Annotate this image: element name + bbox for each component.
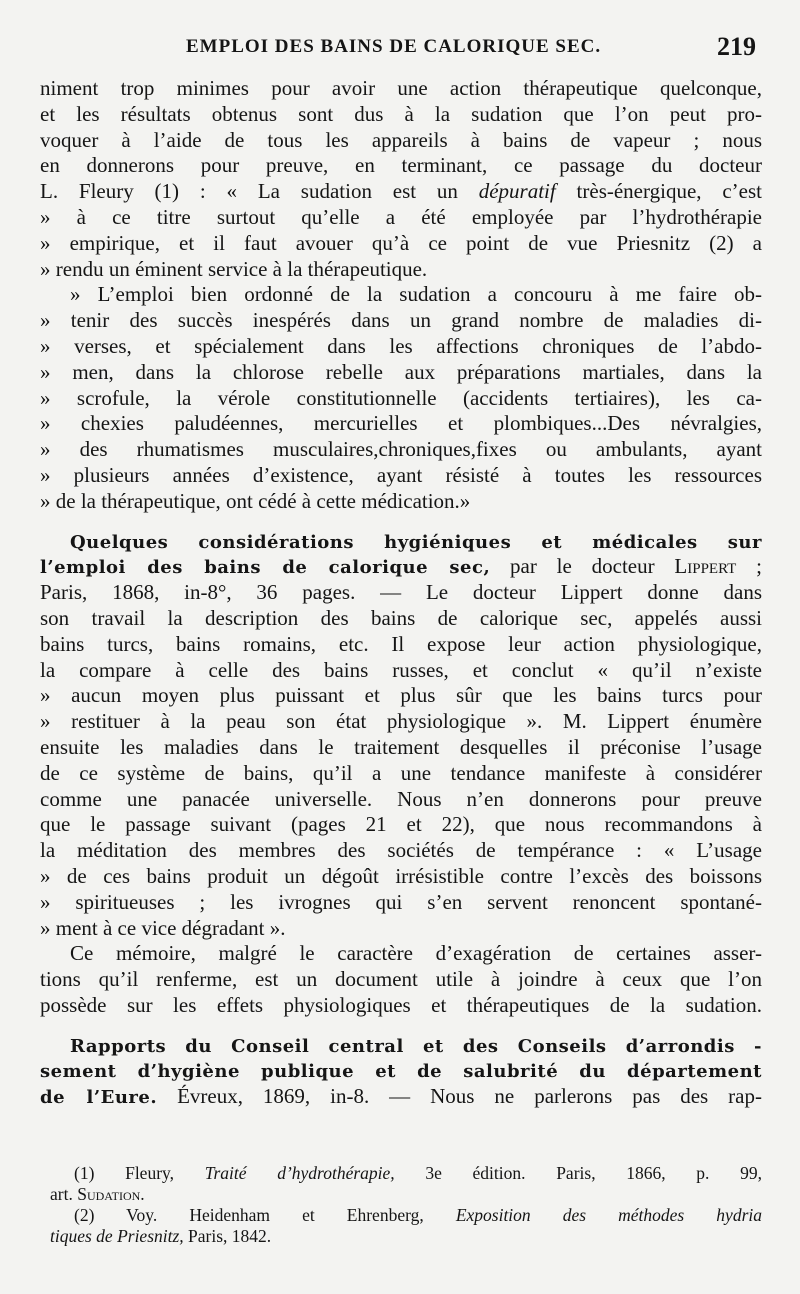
text-segment: ; — [736, 554, 762, 579]
text-line: ensuite les maladies dans le traitement desquelles il préconise l’usage — [40, 734, 762, 759]
section-heading — [40, 1058, 762, 1084]
text-line: » de ces bains produit un dégoût irrésistible contre l’excès des boissons — [40, 863, 762, 888]
text-line: bains turcs, bains romains, etc. Il expose leur action physiologique, — [40, 631, 762, 656]
text-line: la compare à celle des bains russes, et conclut « qu’il n’existe — [40, 657, 762, 682]
text-line: niment trop minimes pour avoir une action thérapeutique quelconque, — [40, 76, 762, 100]
section-gap — [40, 515, 762, 529]
text-line: » aucun moyen plus puissant et plus sûr que les bains turcs pour — [40, 683, 762, 708]
text-segment: Évreux, 1869, in-8. — Nous ne parlerons pas des rap- — [157, 1084, 762, 1109]
italic-term: dépuratif — [478, 179, 556, 204]
text-segment: très-énergique, c’est — [555, 179, 762, 204]
text-line: » rendu un éminent service à la thérapeutique. — [40, 256, 428, 281]
text-line: Paris, 1868, in-8°, 36 pages. — Le docteur Lippert donne dans — [40, 580, 762, 605]
heading-text: l’emploi des bains de calorique sec, — [40, 557, 491, 579]
text-line: et les résultats obtenus sont dus à la sudation que l’on peut pro- — [40, 101, 762, 126]
text-line: » spiritueuses ; les ivrognes qui s’en servent renoncent spontané- — [40, 889, 762, 914]
cited-title: tiques de Priesnitz, — [50, 1226, 184, 1246]
heading-text: de l’Eure. — [40, 1087, 158, 1109]
text-line: possède sur les effets physiologiques et thérapeutiques de la sudation. — [40, 992, 762, 1017]
footnote-2-cont — [50, 1226, 762, 1247]
text-line: son travail la description des bains de calorique sec, appelés aussi — [40, 605, 762, 630]
text-line: Ce mémoire, malgré le caractère d’exagération de certaines asser- — [70, 941, 762, 966]
text-line: de ce système de bains, qu’il a une tendance manifeste à considérer — [40, 760, 762, 785]
text-line — [40, 179, 762, 205]
text-segment: art. — [50, 1184, 78, 1204]
text-line — [40, 554, 762, 580]
text-line — [40, 1084, 762, 1110]
heading-text: Quelques considérations hygiéniques et médicales sur — [70, 531, 762, 553]
text-line: » L’emploi bien ordonné de la sudation a concouru à me faire ob- — [70, 282, 762, 307]
text-segment: (1) Fleury, — [74, 1163, 205, 1183]
text-line: la méditation des membres des sociétés de tempérance : « L’usage — [40, 838, 762, 863]
text-line: » des rhumatismes musculaires,chroniques,fixes ou ambulants, ayant — [40, 437, 762, 462]
text-line: voquer à l’aide de tous les appareils à bains de vapeur ; nous — [40, 127, 762, 152]
footnote-1-cont — [50, 1184, 762, 1205]
page-header — [0, 32, 800, 72]
running-title: EMPLOI DES BAINS DE CALORIQUE SEC. — [186, 36, 602, 57]
footnote-1 — [50, 1163, 762, 1184]
text-line: » plusieurs années d’existence, ayant résisté à toutes les ressources — [40, 462, 762, 487]
text-segment: (2) Voy. Heidenham et Ehrenberg, — [74, 1205, 456, 1225]
cited-title: Traité d’hydrothérapie, — [204, 1163, 395, 1183]
text-line: » verses, et spécialement dans les affections chroniques de l’abdo- — [40, 333, 762, 358]
text-line: en donnerons pour preuve, en terminant, ce passage du docteur — [40, 153, 762, 178]
text-line: » empirique, et il faut avouer qu’à ce point de vue Priesnitz (2) a — [40, 230, 762, 255]
text-segment: 3e édition. Paris, 1866, p. 99, — [394, 1163, 762, 1183]
text-segment: L. Fleury (1) : « La sudation est un — [40, 179, 479, 204]
text-line: » chexies paludéennes, mercurielles et plombiques...Des névralgies, — [40, 411, 762, 436]
heading-text: Rapports du Conseil central et des Conseils d’arrondis - — [70, 1035, 762, 1057]
text-line: comme une panacée universelle. Nous n’en donnerons pour preuve — [40, 786, 762, 811]
author-name: Lippert — [674, 554, 737, 579]
section-heading — [40, 1033, 762, 1059]
text-line: » ment à ce vice dégradant ». — [40, 915, 286, 940]
heading-text: sement d’hygiène publique et de salubrité du département — [40, 1061, 762, 1083]
text-line: » men, dans la chlorose rebelle aux préparations martiales, dans la — [40, 359, 762, 384]
text-line: » restituer à la peau son état physiologique ». M. Lippert énumère — [40, 709, 762, 734]
page-number: 219 — [717, 32, 756, 61]
text-line: » tenir des succès inespérés dans un grand nombre de maladies di- — [40, 308, 762, 333]
body-text — [40, 76, 762, 1110]
text-line: » scrofule, la vérole constitutionnelle (accidents tertiaires), les ca- — [40, 385, 762, 410]
text-line: » de la thérapeutique, ont cédé à cette médication.» — [40, 488, 471, 513]
text-line: que le passage suivant (pages 21 et 22), que nous recommandons à — [40, 812, 762, 837]
small-caps-term: Sudation. — [77, 1184, 145, 1204]
text-line: » à ce titre surtout qu’elle a été employée par l’hydrothérapie — [40, 204, 762, 229]
text-segment: par le docteur — [490, 554, 675, 579]
section-heading — [40, 529, 762, 555]
text-line: tions qu’il renferme, est un document utile à joindre à ceux que l’on — [40, 967, 762, 992]
text-segment: Paris, 1842. — [183, 1226, 272, 1246]
cited-title: Exposition des méthodes hydria — [455, 1205, 762, 1225]
section-gap — [40, 1019, 762, 1033]
footnote-2 — [50, 1205, 762, 1226]
footnotes — [50, 1163, 762, 1247]
